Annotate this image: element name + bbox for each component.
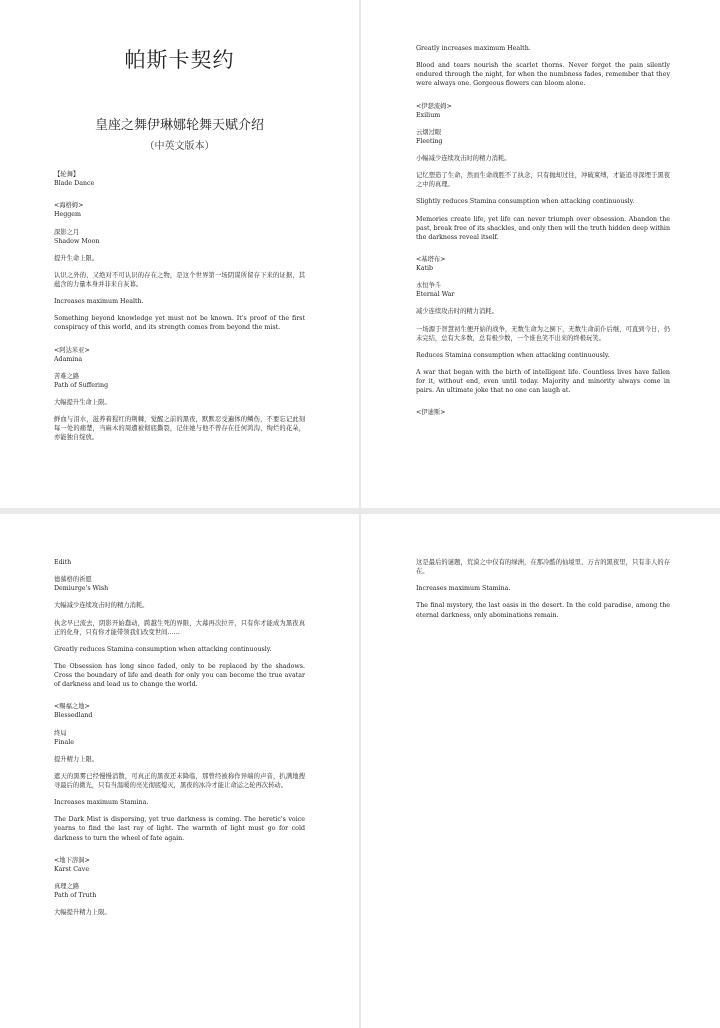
talent-name-cn: 真理之路 xyxy=(54,882,80,890)
talent-effect-en: Reduces Stamina consumption when attacking continuously. xyxy=(416,351,610,359)
page-3 xyxy=(0,514,359,1028)
talent-desc-en: Blood and tears nourish the scarlet thorns. Never forget the pain silently endured through the night, for when the numbness fades, remember that they were always one. Gorgeous flowers can bloom alone. xyxy=(416,62,670,88)
page-title: 帕斯卡契约 xyxy=(124,48,235,72)
talent-tree-name: Heggem xyxy=(54,211,81,219)
talent-name-en: Shadow Moon xyxy=(54,237,100,245)
talent-effect-cn: 小幅减少连续攻击时的精力消耗。 xyxy=(416,155,511,162)
talent-desc-cn: 一场源于智慧初生便开始的战争，无数生命为之倒下，无数生命前仆后继，可直到今日，仍未完结，总有大多数，总有极少数，一个谁也笑不出来的终极玩笑。 xyxy=(416,325,670,342)
page-subtitle: 皇座之舞伊琳娜轮舞天赋介绍 xyxy=(94,118,264,133)
talent-effect-en: Increases maximum Health. xyxy=(54,298,144,306)
talent-desc-en: Something beyond knowledge yet must not be known. It's proof of the first conspiracy of this world, and its strength comes from beyond the mist. xyxy=(54,315,305,332)
talent-desc-cn: 鲜血与泪水，滋养着猩红的荆棘，觉醒之前的黑夜，默默忍受遍体的鳞伤，不要忘记此刻每一处的痛楚，当麻木的周遭被彻底撕裂，记住她与他不曾存在任何鸿沟，绚烂的花朵，亦能独自绽放。 xyxy=(54,416,305,442)
talent-name-en: Eternal War xyxy=(416,291,455,299)
talent-tree-name: Katib xyxy=(416,265,434,272)
talent-effect-en: Greatly reduces Stamina consumption when attacking continuously. xyxy=(54,645,272,653)
talent-desc-en: A war that began with the birth of intelligent life. Countless lives have fallen for it, without end, even until today. Majority and minority always come in pairs. An ultimate joke that no one can laugh at. xyxy=(416,368,670,395)
talent-effect-cn: 大幅提升生命上限。 xyxy=(54,399,111,406)
talent-name-cn: 永恒争斗 xyxy=(416,282,442,290)
talent-tree-tag: <赐福之地> xyxy=(54,703,90,711)
talent-effect-cn: 大幅减少连续攻击时的精力消耗。 xyxy=(54,602,149,610)
talent-tree-name: Blessedland xyxy=(54,712,93,720)
talent-tree-tag: <阿达米亚> xyxy=(54,346,90,354)
talent-desc-en: The Dark Mist is dispersing, yet true darkness is coming. The heretic's voice yearns to find the last ray of light. The warmth of light must go for cold darkness to turn the wheel of fate again. xyxy=(54,816,305,842)
talent-name-cn: 云烟过眼 xyxy=(416,128,442,136)
talent-effect-en: Slightly reduces Stamina consumption when attacking continuously. xyxy=(416,198,635,206)
talent-desc-cn: 记忆塑造了生命，然而生命战胜不了执念，只有抛却过往，冲破束缚，才能追寻深埋于黑夜之中的真理。 xyxy=(416,172,670,189)
talent-name-cn: 深影之月 xyxy=(54,228,80,236)
talent-tree-tag: <伊瑟流姆> xyxy=(416,102,452,110)
talent-name-cn: 德慕格的祈愿 xyxy=(54,576,92,584)
talent-effect-cn: 提升生命上限。 xyxy=(54,254,99,262)
talent-effect-en: Increases maximum Stamina. xyxy=(416,585,511,593)
talent-effect-en: Greatly increases maximum Health. xyxy=(416,45,531,52)
section-heading-cn: 【轮舞】 xyxy=(54,171,80,178)
talent-effect-cn: 提升精力上限。 xyxy=(54,755,99,763)
talent-tree-name: Edith xyxy=(54,559,72,566)
talent-desc-en: The final mystery, the last oasis in the desert. In the cold paradise, among the eternal darkness, only abominations remain. xyxy=(416,602,670,619)
section-heading-en: Blade Dance xyxy=(54,180,95,188)
talent-name-en: Path of Truth xyxy=(54,892,97,899)
talent-name-cn: 终局 xyxy=(54,729,67,737)
talent-name-en: Fleeting xyxy=(416,137,443,145)
talent-effect-cn: 大幅提升精力上限。 xyxy=(54,909,111,917)
talent-desc-cn: 遮天的黑雾已经慢慢消散，可真正的黑夜还未降临，那曾经被称作异端的声音，扒满地搜寻最后的微光，只有当温暖的亮光彻底熄灭，黑夜的冰冷才能让命运之轮再次转动。 xyxy=(54,772,305,789)
talent-tree-name: Exilium xyxy=(416,111,441,119)
talent-name-en: Demiurge's Wish xyxy=(54,585,109,593)
talent-tree-tag: <伊迪斯> xyxy=(416,409,446,417)
talent-tree-tag: <海格姆> xyxy=(54,202,84,210)
talent-name-cn: 苦难之路 xyxy=(54,372,80,380)
talent-name-en: Finale xyxy=(54,738,74,746)
page-4 xyxy=(361,514,720,1028)
talent-desc-en: Memories create life, yet life can never triumph over obsession. Abandon the past, break free of its shackles, and only then will the truth hidden deep within the darkness reveal itself. xyxy=(416,215,670,241)
talent-effect-cn: 减少连续攻击时的精力消耗。 xyxy=(416,308,498,316)
talent-tree-name: Karst Cave xyxy=(54,865,90,873)
talent-tree-tag: <基塔布> xyxy=(416,255,446,263)
talent-desc-cn: 认识之外的，又绝对不可认识的存在之物，是这个世界第一场阴谋所留存下来的证据，其蕴含的力量本身并非来自灰暮。 xyxy=(54,271,305,288)
talent-desc-en: The Obsession has long since faded, only to be replaced by the shadows. Cross the boundary of life and death for only you can become the true avatar of darkness and lead us to change the world. xyxy=(54,662,305,689)
talent-tree-tag: <地下溶洞> xyxy=(54,856,90,864)
talent-desc-cn: 执念早已流去，阴影开始蠢动，跨越生死的界限，大幕再次拉开，只有你才能成为黑夜真正的化身，只有你才能带领我们改变世间…… xyxy=(54,619,305,636)
talent-tree-name: Adamina xyxy=(54,355,83,363)
page-1 xyxy=(0,0,359,508)
talent-desc-cn: 这是最后的谜题，荒漠之中仅有的绿洲，在那冷酷的仙境里，万古的黑夜里，只有非人的存在。 xyxy=(416,559,670,576)
talent-name-en: Path of Suffering xyxy=(54,381,109,389)
talent-effect-en: Increases maximum Stamina. xyxy=(54,799,149,807)
page-2 xyxy=(361,0,720,508)
page-subtitle-note: （中英文版本） xyxy=(144,141,215,152)
